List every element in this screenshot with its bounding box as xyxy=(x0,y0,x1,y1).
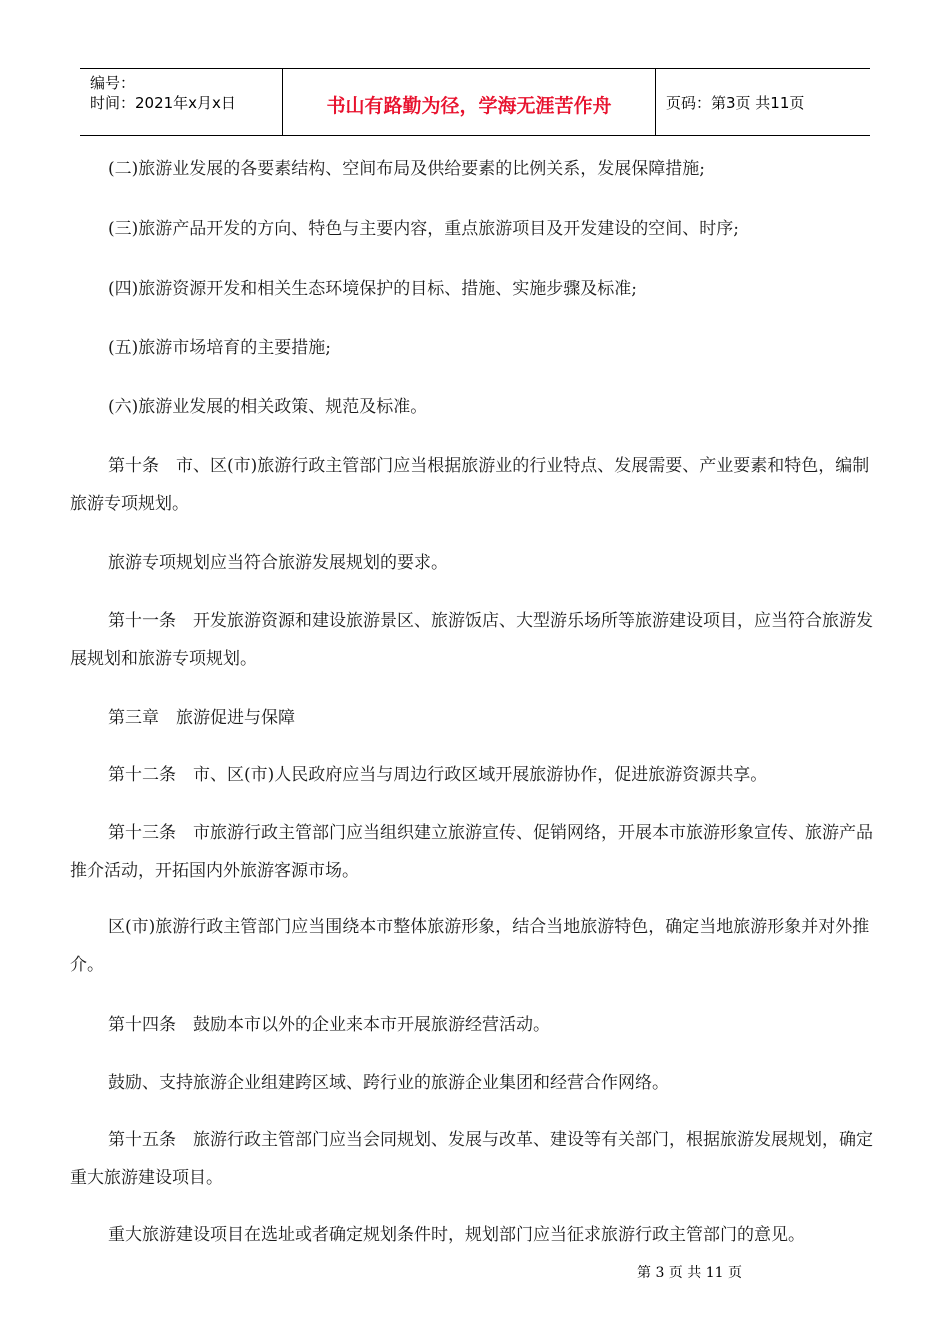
chapter-heading: 第三章 旅游促进与保障 xyxy=(108,708,295,728)
article-15: 第十五条 旅游行政主管部门应当会同规划、发展与改革、建设等有关部门，根据旅游发展规划，确定重大旅游建设项目。 xyxy=(70,1130,873,1188)
paragraph: (三)旅游产品开发的方向、特色与主要内容，重点旅游项目及开发建设的空间、时序; xyxy=(108,219,739,239)
paragraph: 旅游专项规划应当符合旅游发展规划的要求。 xyxy=(108,553,448,573)
paragraph: 鼓励、支持旅游企业组建跨区域、跨行业的旅游企业集团和经营合作网络。 xyxy=(108,1073,669,1093)
article-14: 第十四条 鼓励本市以外的企业来本市开展旅游经营活动。 xyxy=(108,1015,550,1035)
paragraph: (四)旅游资源开发和相关生态环境保护的目标、措施、实施步骤及标准; xyxy=(108,279,637,299)
paragraph: (二)旅游业发展的各要素结构、空间布局及供给要素的比例关系，发展保障措施; xyxy=(108,159,705,179)
paragraph: (六)旅游业发展的相关政策、规范及标准。 xyxy=(108,397,428,417)
article-12: 第十二条 市、区(市)人民政府应当与周边行政区域开展旅游协作，促进旅游资源共享。 xyxy=(108,765,768,785)
header-page-info: 页码：第3页 共11页 xyxy=(666,93,805,112)
paragraph: 重大旅游建设项目在选址或者确定规划条件时，规划部门应当征求旅游行政主管部门的意见。 xyxy=(108,1225,805,1245)
paragraph: 区(市)旅游行政主管部门应当围绕本市整体旅游形象，结合当地旅游特色，确定当地旅游形象并对外推介。 xyxy=(70,917,870,975)
paragraph: (五)旅游市场培育的主要措施; xyxy=(108,338,331,358)
header-meta xyxy=(80,69,283,135)
header-motto: 书山有路勤为径，学海无涯苦作舟 xyxy=(283,69,656,135)
article-11: 第十一条 开发旅游资源和建设旅游景区、旅游饭店、大型游乐场所等旅游建设项目，应当符合旅游发展规划和旅游专项规划。 xyxy=(70,611,873,669)
document-number-label: 编号： xyxy=(90,74,136,92)
article-13: 第十三条 市旅游行政主管部门应当组织建立旅游宣传、促销网络，开展本市旅游形象宣传、旅游产品推介活动，开拓国内外旅游客源市场。 xyxy=(70,823,873,881)
article-10: 第十条 市、区(市)旅游行政主管部门应当根据旅游业的行业特点、发展需要、产业要素和特色，编制旅游专项规划。 xyxy=(70,456,870,514)
page-footer: 第 3 页 共 11 页 xyxy=(637,1265,742,1281)
document-date: 时间：2021年x月x日 xyxy=(90,94,236,112)
page-header xyxy=(80,68,870,136)
